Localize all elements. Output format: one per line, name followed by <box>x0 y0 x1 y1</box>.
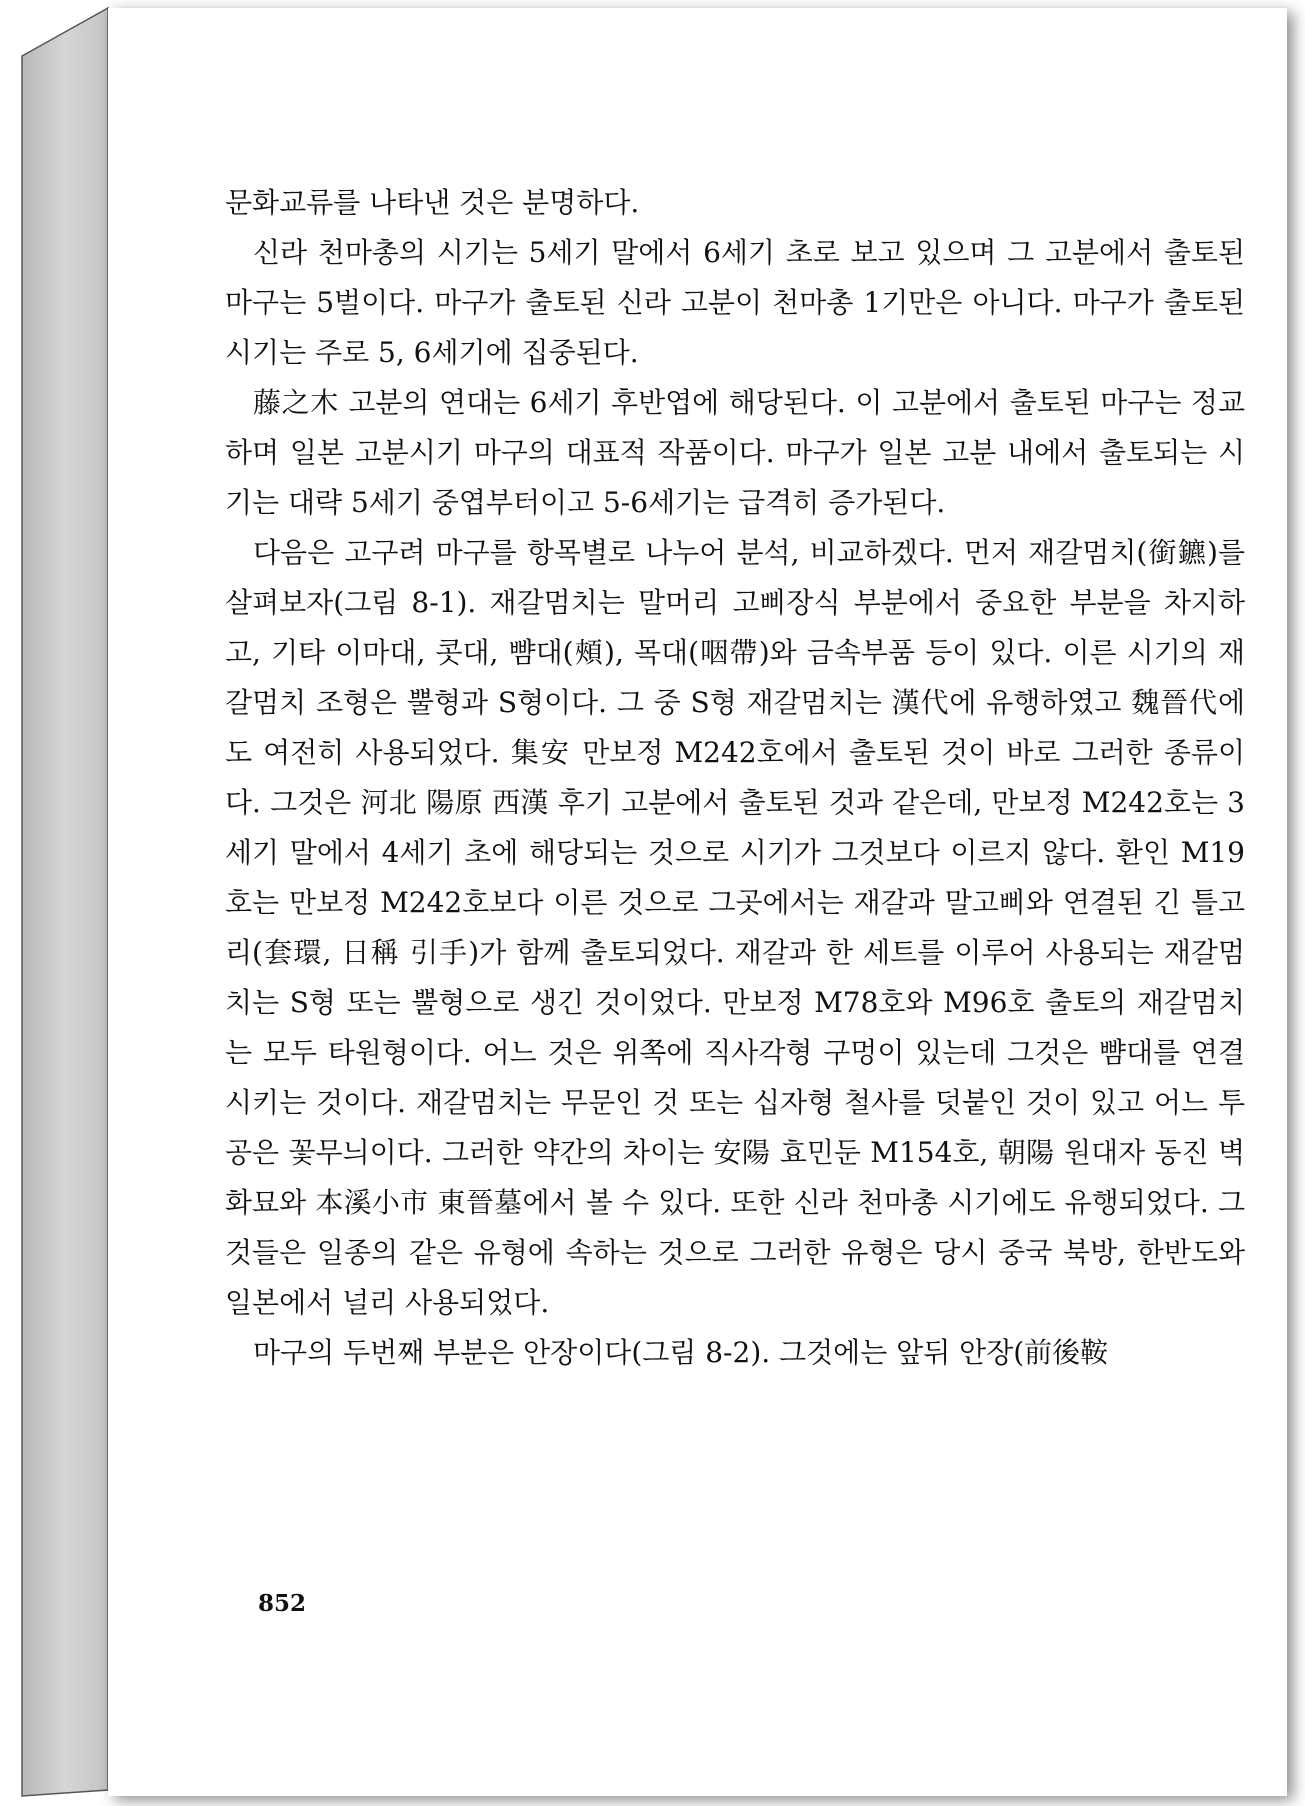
paragraph-3: 藤之木 고분의 연대는 6세기 후반엽에 해당된다. 이 고분에서 출토된 마구는 정교하며 일본 고분시기 마구의 대표적 작품이다. 마구가 일본 고분 내에서 출토되는 시기는 대략 5세기 중엽부터이고 5-6세기는 급격히 증가된다. <box>225 386 1245 519</box>
page-number: 852 <box>258 1590 307 1617</box>
page <box>108 8 1287 1796</box>
paragraph-2: 신라 천마총의 시기는 5세기 말에서 6세기 초로 보고 있으며 그 고분에서 출토된 마구는 5벌이다. 마구가 출토된 신라 고분이 천마총 1기만은 아니다. 마구가 출토된 시기는 주로 5, 6세기에 집중된다. <box>225 236 1245 369</box>
paragraph-1: 문화교류를 나타낸 것은 분명하다. <box>225 186 640 219</box>
paragraph-4: 다음은 고구려 마구를 항목별로 나누어 분석, 비교하겠다. 먼저 재갈멈치(銜鑣)를 살펴보자(그림 8-1). 재갈멈치는 말머리 고삐장식 부분에서 중요한 부분을 차지하고, 기타 이마대, 콧대, 뺨대(頰), 목대(咽帶)와 금속부품 등이 있다. 이른 시기의 재갈멈치 조형은 뿔형과 S형이다. 그 중 S형 재갈멈치는 漢代에 유행하였고 魏晉代에도 여전히 사용되었다. 集安 만보정 M242호에서 출토된 것이 바로 그러한 종류이다. 그것은 河北 陽原 西漢 후기 고분에서 출토된 것과 같은데, 만보정 M242호는 3세기 말에서 4세기 초에 해당되는 것으로 시기가 그것보다 이르지 않다. 환인 M19호는 만보정 M242호보다 이른 것으로 그곳에서는 재갈과 말고삐와 연결된 긴 틀고리(套環, 日稱 引手)가 함께 출토되었다. 재갈과 한 세트를 이루어 사용되는 재갈멈치는 S형 또는 뿔형으로 생긴 것이었다. 만보정 M78호와 M96호 출토의 재갈멈치는 모두 타원형이다. 어느 것은 위쪽에 직사각형 구멍이 있는데 그것은 뺨대를 연결시키는 것이다. 재갈멈치는 무문인 것 또는 십자형 철사를 덧붙인 것이 있고 어느 투공은 꽃무늬이다. 그러한 약간의 차이는 安陽 효민둔 M154호, 朝陽 원대자 동진 벽화묘와 本溪小市 東晉墓에서 볼 수 있다. 또한 신라 천마총 시기에도 유행되었다. 그것들은 일종의 같은 유형에 속하는 것으로 그러한 유형은 당시 중국 북방, 한반도와 일본에서 널리 사용되었다. <box>225 536 1245 1319</box>
body-text <box>225 178 1245 1378</box>
paragraph-5: 마구의 두번째 부분은 안장이다(그림 8-2). 그것에는 앞뒤 안장(前後鞍 <box>253 1336 1109 1369</box>
